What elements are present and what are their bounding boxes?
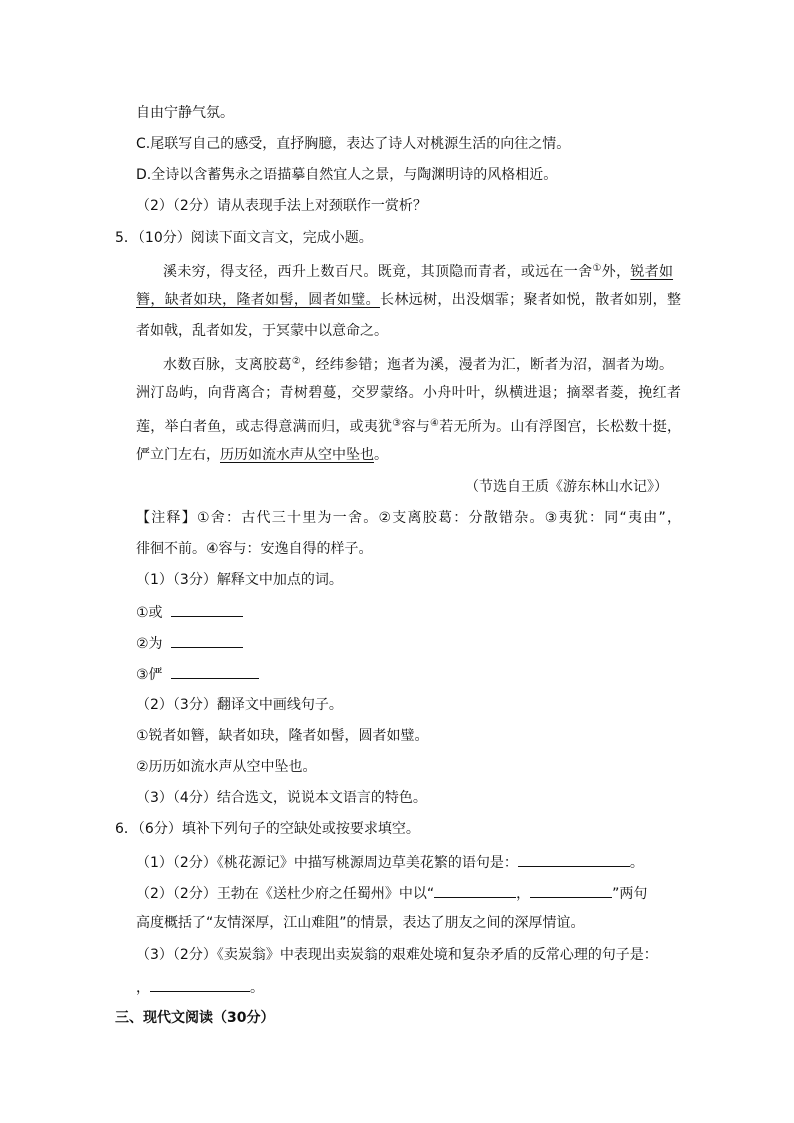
- question-text: （1）（2分）《桃花源记》中描写桃源周边草美花繁的语句是：: [136, 855, 518, 871]
- q5-passage-p2-line3: [136, 414, 681, 434]
- q5-notes-line2: 徘徊不前。④容与：安逸自得的样子。: [136, 541, 373, 557]
- answer-blank[interactable]: [434, 882, 516, 898]
- q5-source: （节选自王质《游东林山水记》）: [465, 479, 668, 495]
- question-text: 。: [629, 855, 644, 871]
- note-marker-2: ②: [291, 356, 302, 367]
- underlined-sentence-1: 簪，缺者如玦，隆者如髻，圆者如璧。: [136, 292, 380, 308]
- passage-text: 水数百脉，支离胶葛: [163, 357, 292, 373]
- question-text: 。: [250, 980, 264, 996]
- q5-translate-2: ②历历如流水声从空中坠也。: [136, 759, 317, 775]
- q5-sub1: （1）（3分）解释文中加点的词。: [136, 572, 343, 588]
- q4-option-b-tail: 自由宁静气氛。: [136, 105, 234, 121]
- q5-word-1: [136, 601, 681, 621]
- q4-option-c: C.尾联写自己的感受，直抒胸臆，表达了诗人对桃源生活的向往之情。: [136, 136, 571, 152]
- passage-text: 容与: [401, 419, 430, 435]
- question-text: ，: [516, 886, 531, 902]
- q6-sub1: [136, 851, 681, 871]
- answer-blank[interactable]: [171, 663, 259, 679]
- note-marker-1: ①: [592, 263, 602, 274]
- word-label: ③俨: [136, 667, 163, 683]
- passage-text: ，经纬参错；迤者为溪，漫者为汇，断者为沼，涸者为坳。: [301, 357, 674, 373]
- answer-blank[interactable]: [171, 632, 243, 648]
- q5-sub2: （2）（3分）翻译文中画线句子。: [136, 697, 343, 713]
- answer-blank[interactable]: [518, 851, 630, 867]
- q5-word-3: [136, 663, 681, 683]
- q5-passage-p2-line1: [163, 352, 673, 372]
- passage-text: 。: [374, 447, 388, 463]
- q5-notes-line1: 【注释】①舍：古代三十里为一舍。②支离胶葛：分散错杂。③夷犹：同“夷由”，: [136, 510, 681, 526]
- q5-word-2: [136, 632, 681, 652]
- passage-text: 长林远树，出没烟霏；聚者如悦，散者如别，整: [379, 292, 682, 308]
- q6-sub2-line1: [136, 882, 681, 902]
- note-marker-3: ③: [392, 418, 402, 429]
- answer-blank[interactable]: [171, 601, 243, 617]
- passage-text: 俨立门左右，: [136, 447, 220, 463]
- q6-header: 6．（6分）填补下列句子的空缺处或按要求填空。: [115, 821, 420, 837]
- q6-sub3-line1: （3）（2分）《卖炭翁》中表现出卖炭翁的艰难处境和复杂矛盾的反常心理的句子是：: [136, 947, 658, 963]
- q5-passage-p1-line1: [163, 259, 673, 279]
- passage-text: 莲，举白者鱼，或志得意满而归，或夷犹: [136, 419, 393, 435]
- underlined-sentence-1: 锐者如: [630, 264, 674, 280]
- question-text: ”两句: [612, 886, 648, 902]
- q5-sub3: （3）（4分）结合选文，说说本文语言的特色。: [136, 790, 427, 806]
- q6-sub2-line2: 高度概括了“友情深厚，江山难阻”的情景，表达了朋友之间的深厚情谊。: [136, 915, 585, 931]
- q4-sub2: （2）（2分）请从表现手法上对颈联作一赏析？: [136, 198, 427, 214]
- q5-passage-p1-line3: 者如戟，乱者如发，于冥蒙中以意命之。: [136, 323, 388, 339]
- passage-text: 若无所为。山有浮图宫，长松数十挺，: [439, 419, 682, 435]
- q5-header: 5．（10分）阅读下面文言文，完成小题。: [115, 230, 373, 246]
- passage-text: 外，: [601, 264, 631, 280]
- q4-option-d: D.全诗以含蓄隽永之语描摹自然宜人之景，与陶渊明诗的风格相近。: [136, 167, 558, 183]
- answer-blank[interactable]: [530, 882, 612, 898]
- note-marker-4: ④: [430, 418, 440, 429]
- underlined-sentence-2: 历历如流水声从空中坠也: [220, 447, 374, 463]
- q5-passage-p2-line2: 洲汀岛屿，向背离合；青树碧蔓，交罗蒙络。小舟叶叶，纵横进退；摘翠者菱，挽红者: [136, 385, 681, 401]
- q5-passage-p2-line4: [136, 445, 681, 465]
- question-text: （2）（2分）王勃在《送杜少府之任蜀州》中以“: [136, 886, 435, 902]
- q5-passage-p1-line2: [136, 290, 681, 310]
- q5-translate-1: ①锐者如簪，缺者如玦，隆者如髻，圆者如璧。: [136, 728, 429, 744]
- passage-text: 溪未穷，得支径，西升上数百尺。既竟，其顶隐而青者，或远在一舍: [163, 264, 593, 280]
- q6-sub3-line2: [136, 976, 681, 996]
- word-label: ②为: [136, 636, 163, 652]
- answer-blank[interactable]: [150, 976, 250, 992]
- word-label: ①或: [136, 605, 163, 621]
- question-text: ，: [136, 980, 150, 996]
- section-3-heading: 三、现代文阅读（30分）: [115, 1010, 275, 1026]
